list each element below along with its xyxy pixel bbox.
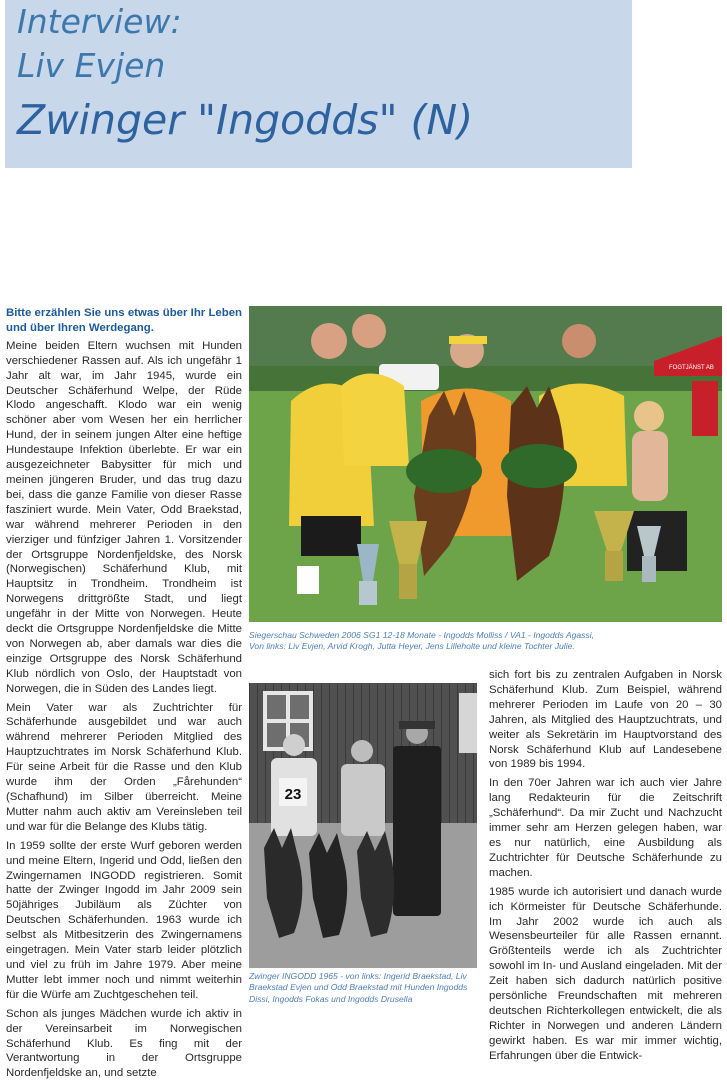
show-photo <box>249 306 722 622</box>
interview-label: Interview: <box>17 2 182 41</box>
caption-line: Dissi, Ingodds Fokas und Ingodds Drusella <box>249 993 413 1004</box>
paragraph: Meine beiden Eltern wuchsen mit Hunden verschiedener Rassen auf. Als ich ungefähr 1 Jahr alt war, im Jahr 1945, wurde ein Deutscher Schäferhund Welpe, der Rüde Klodo angeschafft. Klodo war ein wenig schöner aber vom Wesen her ein herrlicher Hund, der in seinem jungen Alter eine heftige Hundestaupe Infektion überlebte. Er war ein ausgezeichneter Babysitter für mich und meinen jüngeren Bruder, und das trug dazu bei, dass die ganze Familie von dieser Rasse fasziniert wurde. Mein Vater, Odd Braekstad, war während mehrerer Perioden in den vierziger und fünfziger Jahren 1. Vorsitzender der Ortsgruppe Nordenfjeldske, des Norsk (Norwegischen) Schäferhund Klub, mit Hauptsitz in Trondheim. Trondheim ist Norwegens drittgrößte Stadt, und liegt ungefähr in der Mitte von Norwegen. Heute deckt die Ortsgruppe Nordenfjeldske die Mitte von Norwegen ab, aber damals war dies die einzige Ortsgruppe des Norsk Schäferhund Klub nördlich von Oslo, der Hauptstadt von Norwegen, die in Süden des Landes liegt. <box>6 339 242 695</box>
tent-sign: FOGTJÄNST AB <box>669 365 714 371</box>
article-column-left <box>6 306 242 1085</box>
historic-photo <box>249 683 477 968</box>
title-banner <box>5 0 632 168</box>
interview-question: Bitte erzählen Sie uns etwas über Ihr Leben und über Ihren Werdegang. <box>6 307 242 334</box>
paragraph: sich fort bis zu zentralen Aufgaben in Norsk Schäferhund Klub. Zum Beispiel, während mehrerer Perioden im Laufe von 20 – 30 Jahren, als Mitglied des Hauptzuchtrats, und weiter als Sekretärin im Hauptvorstand des Norsk Schäferhund Klub auf Landesebene von 1989 bis 1994. <box>489 669 722 771</box>
article-column-right <box>489 668 722 1068</box>
historic-photo-caption <box>249 971 479 1005</box>
caption-line: Zwinger INGODD 1965 - von links: Ingerid Braekstad, Liv <box>249 971 467 981</box>
paragraph: Mein Vater war als Zuchtrichter für Schäferhunde ausgebildet und war auch während mehrerer Perioden Mitglied des Hauptzuchtrates im Norsk Schäferhund Klub. Für seine Arbeit für die Rasse und den Klub wurde ihm der Orden „Fårehunden“ (Schafhund) im Silber überreicht. Meine Mutter nahm auch aktiv am Vereinsleben teil und war für die Belange des Klubs tätig. <box>6 701 242 833</box>
interviewee-name: Liv Evjen <box>17 46 166 85</box>
kennel-title: Zwinger "Ingodds" (N) <box>17 96 474 144</box>
caption-line: Braekstad Evjen und Odd Braekstad mit Hunden Ingodds <box>249 982 468 993</box>
paragraph: In 1959 sollte der erste Wurf geboren werden und meine Eltern, Ingerid und Odd, ließen den Zwingernamen INGODD registrieren. Somit hatte der Zwinger Ingodd im Jahr 2009 sein 50jähriges Jubiläum als Züchter von Deutschen Schäferhunden. 1963 wurde ich selbst als Mitbesitzerin des Zwingernamens eingetragen. Mein Vater starb leider plötzlich und viel zu früh im Jahre 1979. Aber meine Mutter lebt immer noch und nimmt weiterhin für die Würfe am Zuchtgeschehen teil. <box>6 839 242 1001</box>
bib-number: 23 <box>284 786 302 803</box>
show-photo-caption <box>249 630 719 653</box>
caption-line: Von links: Liv Evjen, Arvid Krogh, Jutta Heyer, Jens Lilleholte und kleine Tochter Julie. <box>249 641 575 652</box>
paragraph: 1985 wurde ich autorisiert und danach wurde ich Körmeister für Deutsche Schäferhunde. Im Jahr 2002 wurde ich auch als Wesensbeurteiler für alle Rassen ernannt. Größtenteils werde ich als Zuchtrichter sowohl im In- und Ausland eingeladen. Mit der Zeit haben sich dadurch natürlich positive persönliche Freundschaften mit mehreren deutschen Richterkollegen entwickelt, die als Richter in Norwegen und anderen Ländern gewirkt haben. Es war mir immer wichtig, Erfahrungen über die Entwick- <box>489 885 723 1062</box>
paragraph: Schon als junges Mädchen wurde ich aktiv in der Vereinsarbeit im Norwegischen Schäferhund Klub. Es fing mit der Verantwortung in der Ortsgruppe Nordenfjeldske an, und setzte <box>6 1007 242 1080</box>
paragraph: In den 70er Jahren war ich auch vier Jahre lang Redakteurin für die Zeitschrift „Schäferhund“. Da mir Zucht und Nachzucht immer sehr am Herzen gelegen haben, war es nur natürlich, eine Ausbildung als Zuchtrichter für Deutsche Schäferhunde zu machen. <box>489 777 722 879</box>
caption-line: Siegerschau Schweden 2006 SG1 12-18 Monate - Ingodds Molliss / VA1 - Ingodds Agassi, <box>249 630 595 640</box>
